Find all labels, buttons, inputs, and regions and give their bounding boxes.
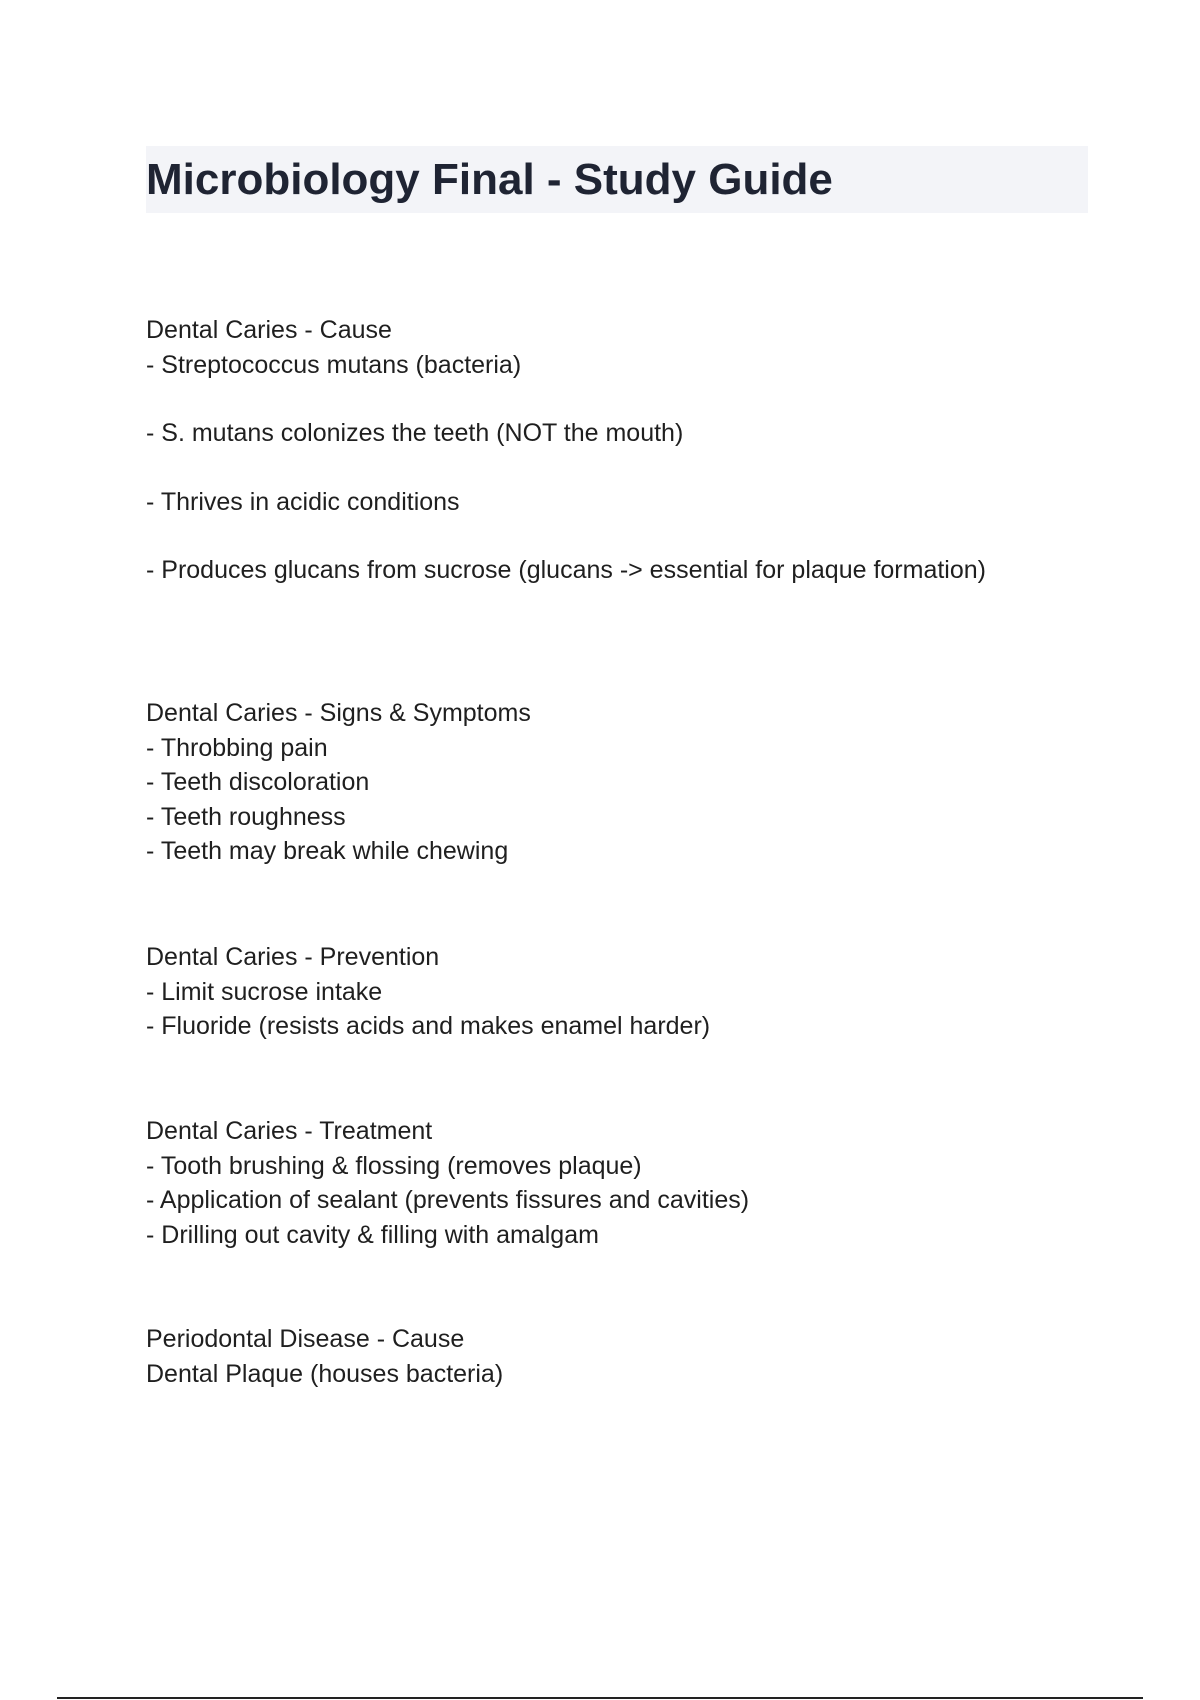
bullet-line: - Thrives in acidic conditions [146,487,460,516]
bullet-line: - Tooth brushing & flossing (removes plaque) [146,1151,642,1180]
bullet-line: - Streptococcus mutans (bacteria) [146,350,522,379]
bullet-line: - S. mutans colonizes the teeth (NOT the mouth) [146,419,684,447]
bullet-line: - Teeth discoloration [146,768,370,796]
section-dental-caries-signs [146,696,1106,869]
section-heading: Dental Caries - Prevention [146,943,440,971]
body-line: Dental Plaque (houses bacteria) [146,1359,504,1388]
section-heading: Dental Caries - Cause [146,316,392,344]
page-title: Microbiology Final - Study Guide [146,155,833,204]
section-dental-caries-prevention [146,940,1106,1044]
bullet-line: - Teeth roughness [146,802,346,831]
bullet-line: - Application of sealant (prevents fissures and cavities) [146,1186,750,1214]
section-dental-caries-cause [146,313,1106,588]
section-heading: Periodontal Disease - Cause [146,1325,465,1353]
section-heading: Dental Caries - Signs & Symptoms [146,699,531,727]
bullet-line: - Fluoride (resists acids and makes enamel harder) [146,1012,711,1040]
bullet-line: - Limit sucrose intake [146,977,383,1006]
bullet-line: - Drilling out cavity & filling with amalgam [146,1220,599,1249]
section-heading: Dental Caries - Treatment [146,1117,433,1145]
footer-divider [57,1697,1143,1699]
bullet-line: - Produces glucans from sucrose (glucans -> essential for plaque formation) [146,556,986,584]
section-periodontal-disease-cause [146,1322,1106,1391]
section-dental-caries-treatment [146,1114,1106,1252]
bullet-line: - Throbbing pain [146,733,328,762]
bullet-line: - Teeth may break while chewing [146,837,509,865]
